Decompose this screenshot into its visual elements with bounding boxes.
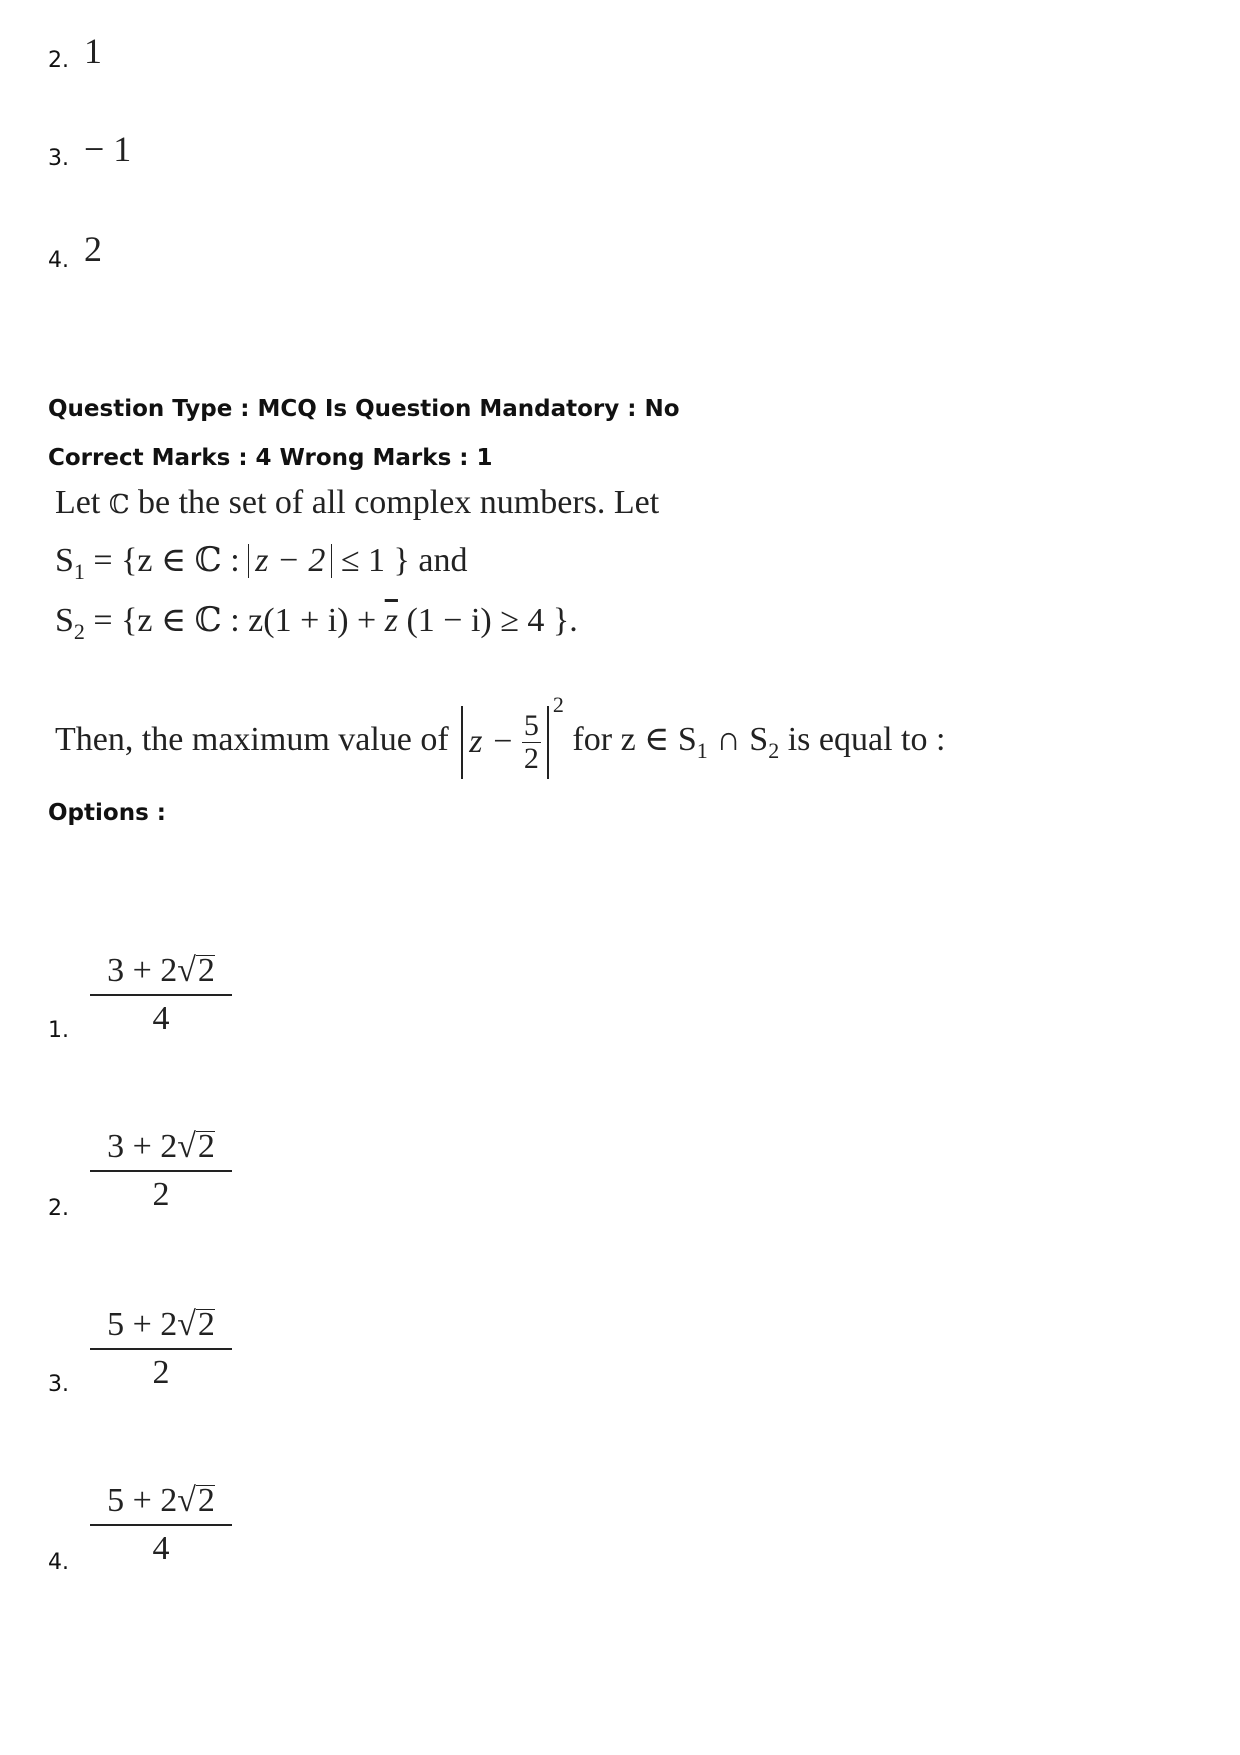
- text: for z ∈ S: [563, 721, 697, 758]
- numerator: 3 + 2√2: [90, 952, 232, 996]
- option-number: 3.: [48, 1372, 69, 1397]
- options-label: Options :: [48, 800, 166, 826]
- option-number: 3.: [48, 146, 69, 171]
- text: (1 − i) ≥ 4 }.: [397, 602, 578, 639]
- set-name: S: [55, 602, 74, 639]
- set-name: S: [55, 542, 74, 579]
- absolute-value-expression: [461, 706, 549, 779]
- set-s1-definition: [55, 540, 467, 585]
- option-value: 1: [84, 31, 102, 71]
- radicand: 2: [197, 952, 215, 989]
- option-fraction: [90, 1128, 232, 1214]
- text: ≤ 1 } and: [332, 542, 468, 579]
- question-type-line: Question Type : MCQ Is Question Mandatory : No: [48, 396, 680, 422]
- marks-line: Correct Marks : 4 Wrong Marks : 1: [48, 445, 493, 471]
- denominator: 4: [152, 1000, 170, 1037]
- numerator: 5 + 2√2: [90, 1306, 232, 1350]
- text: is equal to :: [779, 721, 946, 758]
- question-main-line: [55, 692, 945, 779]
- text: 3 + 2: [107, 952, 178, 989]
- denominator: 2: [152, 1354, 170, 1391]
- complex-set-symbol: ℂ: [108, 490, 130, 520]
- exponent: 2: [552, 692, 564, 717]
- set-s2-definition: [55, 600, 578, 645]
- abs-content: z − 2: [255, 542, 326, 579]
- text: 5 + 2: [107, 1482, 178, 1519]
- numerator: 5 + 2√2: [90, 1482, 232, 1526]
- conjugate-z: $\overline{z}$: [384, 602, 398, 639]
- option-fraction: [90, 1482, 232, 1568]
- text: 3 + 2: [107, 1128, 178, 1165]
- numerator: 3 + 2√2: [90, 1128, 232, 1172]
- text: be the set of all complex numbers. Let: [129, 484, 660, 521]
- subscript: 2: [768, 738, 780, 763]
- option-number: 1.: [48, 1018, 69, 1043]
- denominator: 2: [152, 1176, 170, 1213]
- subscript: 1: [73, 559, 85, 584]
- option-fraction: [90, 1306, 232, 1392]
- radicand: 2: [197, 1306, 215, 1343]
- text: = {z ∈ ℂ :: [84, 542, 249, 579]
- text: = {z ∈ ℂ : z(1 + i) +: [84, 602, 385, 639]
- option-number: 4.: [48, 248, 69, 273]
- text: ∩ S: [707, 721, 769, 758]
- question-line-1: [55, 484, 659, 522]
- option-number: 2.: [48, 48, 69, 73]
- text: 5 + 2: [107, 1306, 178, 1343]
- option-value: 2: [84, 229, 102, 269]
- option-number: 4.: [48, 1550, 69, 1575]
- radicand: 2: [197, 1128, 215, 1165]
- numerator: 5: [523, 708, 539, 742]
- subscript: 1: [696, 738, 708, 763]
- radicand: 2: [197, 1482, 215, 1519]
- text: Then, the maximum value of: [55, 721, 458, 758]
- abs-content: z −: [469, 723, 514, 761]
- fraction: [522, 710, 541, 775]
- text: Let: [55, 484, 109, 521]
- denominator: 2: [523, 741, 539, 775]
- option-fraction: [90, 952, 232, 1038]
- option-value: − 1: [84, 129, 132, 169]
- denominator: 4: [152, 1530, 170, 1567]
- absolute-value: [248, 544, 332, 578]
- subscript: 2: [73, 619, 85, 644]
- option-number: 2.: [48, 1196, 69, 1221]
